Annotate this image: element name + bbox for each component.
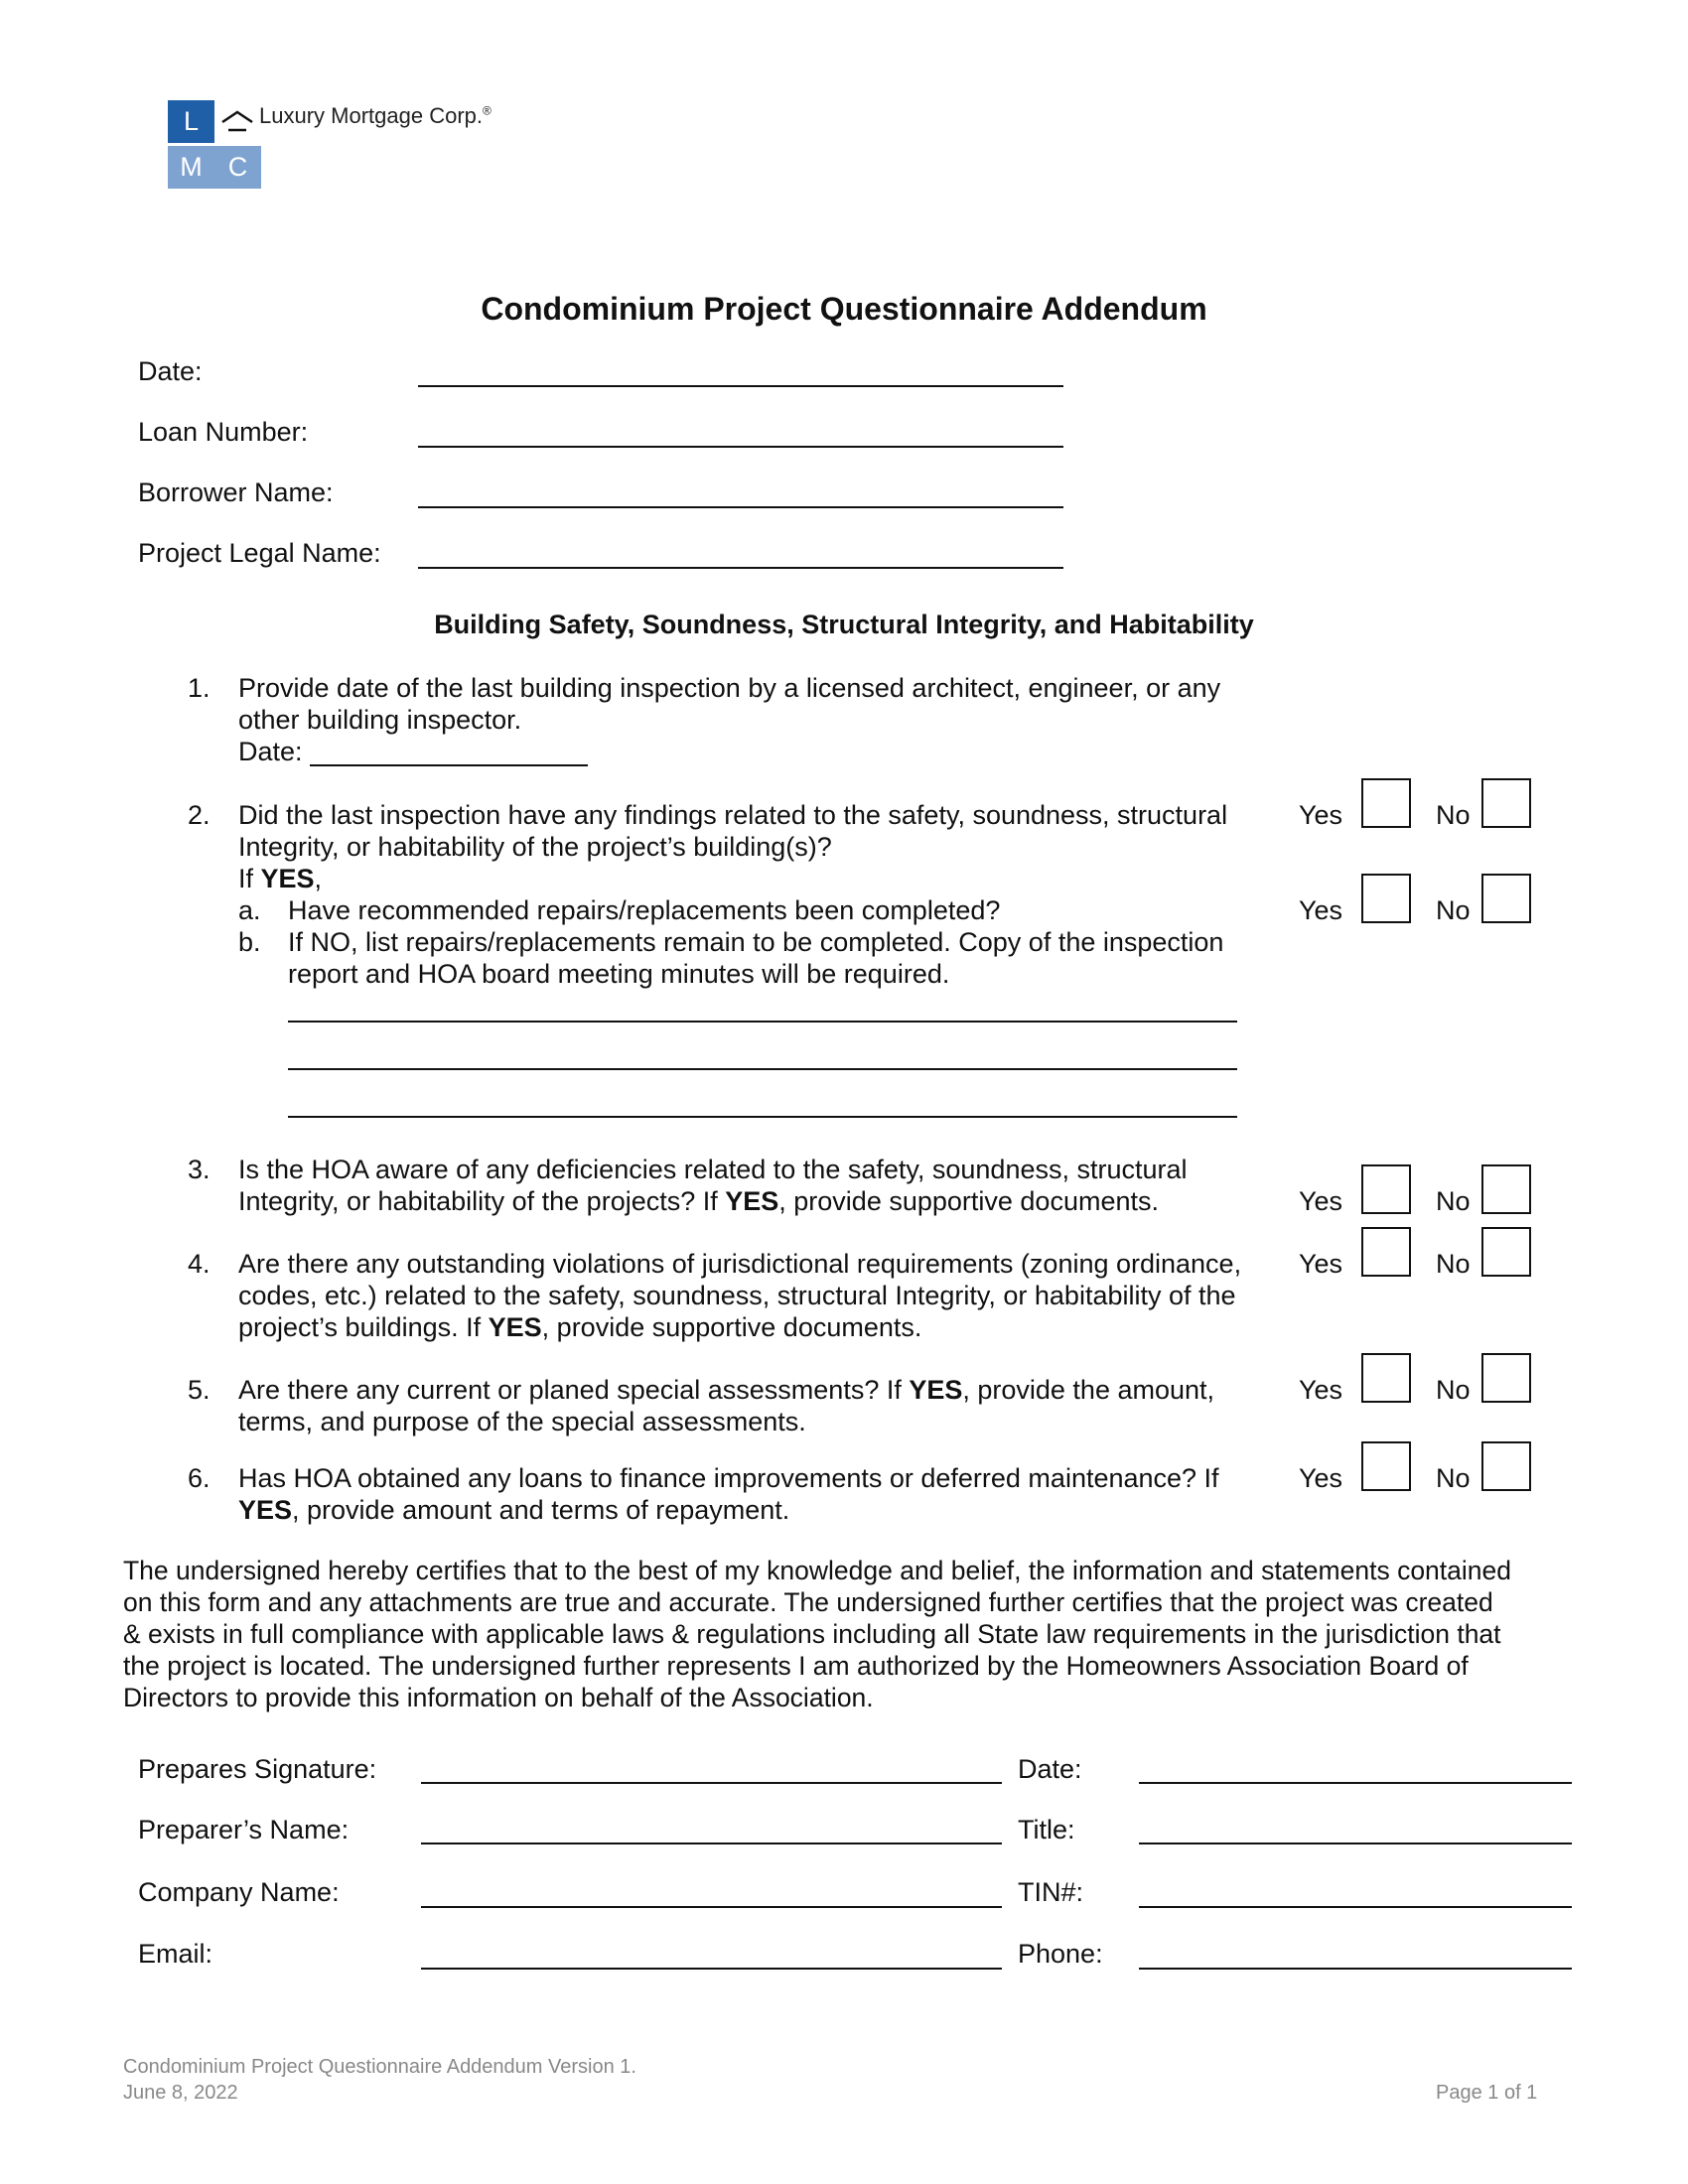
signature-date-label: Date: — [1018, 1754, 1082, 1784]
q3-line2 — [238, 1185, 1159, 1217]
q2-number: 2. — [188, 800, 211, 830]
q2b-line2: report and HOA board meeting minutes will be required. — [288, 959, 950, 989]
q5-yes-checkbox[interactable] — [1361, 1353, 1411, 1403]
tin-label: TIN#: — [1018, 1877, 1084, 1907]
q5-no-label: No — [1436, 1375, 1471, 1405]
q4-yes-checkbox[interactable] — [1361, 1227, 1411, 1277]
q6-no-checkbox[interactable] — [1481, 1441, 1531, 1491]
certification-line-5: Directors to provide this information on behalf of the Association. — [123, 1683, 874, 1712]
q6-line1: Has HOA obtained any loans to finance improvements or deferred maintenance? If — [238, 1463, 1219, 1493]
q2b-letter: b. — [238, 927, 261, 957]
company-logo — [168, 100, 515, 190]
logo-cell-m: M — [168, 146, 214, 189]
q1-date-field[interactable] — [310, 764, 588, 766]
house-roof-icon — [214, 100, 261, 143]
q2b-line1: If NO, list repairs/replacements remain to be completed. Copy of the inspection — [288, 927, 1224, 957]
logo-company-text: Luxury Mortgage Corp. — [259, 103, 483, 128]
q4-line3-post: , provide supportive documents. — [541, 1312, 922, 1342]
q4-number: 4. — [188, 1249, 211, 1279]
certification-line-2: on this form and any attachments are true and accurate. The undersigned further certifies that the project was created — [123, 1587, 1493, 1617]
q6-yes-checkbox[interactable] — [1361, 1441, 1411, 1491]
q2a-no-label: No — [1436, 895, 1471, 925]
q2b-answer-line-2[interactable] — [288, 1068, 1237, 1070]
logo-company-name — [259, 103, 492, 129]
q4-line1: Are there any outstanding violations of jurisdictional requirements (zoning ordinance, — [238, 1249, 1242, 1279]
q4-line3 — [238, 1311, 921, 1343]
section-heading: Building Safety, Soundness, Structural Integrity, and Habitability — [434, 610, 1254, 639]
project-legal-name-label: Project Legal Name: — [138, 538, 381, 568]
phone-field[interactable] — [1139, 1968, 1572, 1970]
q3-line2-bold: YES — [725, 1186, 779, 1216]
title-label: Title: — [1018, 1815, 1075, 1844]
q3-number: 3. — [188, 1155, 211, 1184]
q6-no-label: No — [1436, 1463, 1471, 1493]
certification-line-3: & exists in full compliance with applicable laws & regulations including all State law requirements in the jurisdiction that — [123, 1619, 1501, 1649]
preparer-name-label: Preparer’s Name: — [138, 1815, 350, 1844]
tin-field[interactable] — [1139, 1906, 1572, 1908]
q2-line1: Did the last inspection have any findings related to the safety, soundness, structural — [238, 800, 1228, 830]
q4-line2: codes, etc.) related to the safety, soundness, structural Integrity, or habitability of the — [238, 1281, 1236, 1310]
borrower-name-label: Borrower Name: — [138, 478, 334, 507]
q2a-text: Have recommended repairs/replacements been completed? — [288, 895, 1001, 925]
signature-date-field[interactable] — [1139, 1782, 1572, 1784]
email-field[interactable] — [421, 1968, 1002, 1970]
loan-number-label: Loan Number: — [138, 417, 309, 447]
q2a-yes-checkbox[interactable] — [1361, 874, 1411, 923]
registered-mark: ® — [483, 103, 492, 118]
project-legal-name-field[interactable] — [418, 567, 1063, 569]
q5-line1 — [238, 1374, 1214, 1406]
q6-yes-label: Yes — [1299, 1463, 1343, 1493]
logo-cell-c: C — [214, 146, 261, 189]
q4-line3-bold: YES — [488, 1312, 542, 1342]
q4-line3-pre: project’s buildings. If — [238, 1312, 489, 1342]
q3-line2-post: , provide supportive documents. — [778, 1186, 1159, 1216]
q3-no-label: No — [1436, 1186, 1471, 1216]
q2b-answer-line-3[interactable] — [288, 1116, 1237, 1118]
q6-line2-post: , provide amount and terms of repayment. — [292, 1495, 790, 1525]
certification-line-4: the project is located. The undersigned further represents I am authorized by the Homeowners Association Board of — [123, 1651, 1469, 1681]
footer-date: June 8, 2022 — [123, 2082, 238, 2104]
title-field[interactable] — [1139, 1843, 1572, 1844]
q2-if-yes — [238, 863, 322, 894]
q5-yes-label: Yes — [1299, 1375, 1343, 1405]
q2-if-suffix: , — [314, 864, 323, 893]
q2-yes-checkbox[interactable] — [1361, 778, 1411, 828]
prepares-signature-label: Prepares Signature: — [138, 1754, 377, 1784]
q3-no-checkbox[interactable] — [1481, 1164, 1531, 1214]
q2-yes-label: Yes — [1299, 800, 1343, 830]
page-title: Condominium Project Questionnaire Addendum — [481, 291, 1207, 327]
logo-cell-l: L — [168, 100, 214, 143]
q1-date-label: Date: — [238, 737, 303, 766]
q2-if-prefix: If — [238, 864, 261, 893]
q2b-answer-line-1[interactable] — [288, 1021, 1237, 1023]
q6-number: 6. — [188, 1463, 211, 1493]
company-name-label: Company Name: — [138, 1877, 340, 1907]
q6-line2-bold: YES — [238, 1495, 293, 1525]
q2a-letter: a. — [238, 895, 261, 925]
q5-line2: terms, and purpose of the special assessments. — [238, 1407, 806, 1436]
q2a-no-checkbox[interactable] — [1481, 874, 1531, 923]
q1-line1: Provide date of the last building inspection by a licensed architect, engineer, or any — [238, 673, 1221, 703]
q5-line1-pre: Are there any current or planed special assessments? If — [238, 1375, 910, 1405]
q2-if-bold: YES — [260, 864, 315, 893]
q5-number: 5. — [188, 1375, 211, 1405]
q2-no-checkbox[interactable] — [1481, 778, 1531, 828]
q5-line1-post: , provide the amount, — [962, 1375, 1215, 1405]
q3-line2-pre: Integrity, or habitability of the projects? If — [238, 1186, 726, 1216]
company-name-field[interactable] — [421, 1906, 1002, 1908]
borrower-name-field[interactable] — [418, 506, 1063, 508]
q4-yes-label: Yes — [1299, 1249, 1343, 1279]
date-label: Date: — [138, 356, 203, 386]
q5-line1-bold: YES — [909, 1375, 963, 1405]
q1-line2: other building inspector. — [238, 705, 522, 735]
q2-line2: Integrity, or habitability of the project’s building(s)? — [238, 832, 832, 862]
logo-cell-house — [214, 100, 261, 143]
q2a-yes-label: Yes — [1299, 895, 1343, 925]
date-field[interactable] — [418, 385, 1063, 387]
q1-number: 1. — [188, 673, 211, 703]
q3-yes-label: Yes — [1299, 1186, 1343, 1216]
q5-no-checkbox[interactable] — [1481, 1353, 1531, 1403]
q4-no-checkbox[interactable] — [1481, 1227, 1531, 1277]
prepares-signature-field[interactable] — [421, 1782, 1002, 1784]
preparer-name-field[interactable] — [421, 1843, 1002, 1844]
q6-line2 — [238, 1494, 789, 1526]
email-label: Email: — [138, 1939, 213, 1969]
footer-page-number: Page 1 of 1 — [1436, 2082, 1538, 2104]
loan-number-field[interactable] — [418, 446, 1063, 448]
footer-version: Condominium Project Questionnaire Addendum Version 1. — [123, 2056, 636, 2078]
q3-yes-checkbox[interactable] — [1361, 1164, 1411, 1214]
q4-no-label: No — [1436, 1249, 1471, 1279]
phone-label: Phone: — [1018, 1939, 1103, 1969]
q2-no-label: No — [1436, 800, 1471, 830]
q3-line1: Is the HOA aware of any deficiencies related to the safety, soundness, structural — [238, 1155, 1188, 1184]
certification-line-1: The undersigned hereby certifies that to the best of my knowledge and belief, the information and statements contained — [123, 1556, 1511, 1585]
